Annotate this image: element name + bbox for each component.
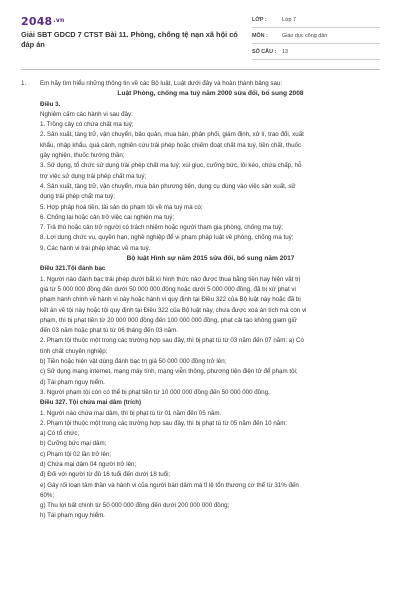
meta-label: MÔN : xyxy=(252,32,268,39)
meta-table xyxy=(252,12,380,60)
logo-suffix: .vn xyxy=(53,17,65,24)
text-line: đ) Đối với người từ đủ 16 tuổi đến dưới 18 tuổi; xyxy=(40,471,171,479)
header-divider xyxy=(21,69,380,70)
text-line: dụng trái phép chất ma tuý; xyxy=(40,193,115,201)
text-line: tính chất chuyên nghiệp; xyxy=(40,347,108,355)
logo-text: 2048 xyxy=(21,15,53,28)
question-number: 1. xyxy=(21,80,27,87)
text-line: khẩu, nhập khẩu, quá cảnh, nghiên cứu trái phép hoặc chiếm đoạt chất ma tuý, tiền chất, thuốc xyxy=(40,141,302,149)
text-line: 9. Các hành vi trái phép khác về ma tuý. xyxy=(40,244,151,252)
meta-label: SỐ CÂU : xyxy=(252,48,277,55)
law2-article-321: Điều 321.Tội đánh bạc xyxy=(40,265,106,273)
text-line: d) Chứa mại dâm 04 người trở lên; xyxy=(40,460,137,468)
text-line: 4. Sản xuất, tàng trữ, vận chuyển, mua bán phương tiện, dụng cụ dùng vào việc sản xuất, sử xyxy=(40,182,296,190)
text-line: d) Tái phạm nguy hiểm. xyxy=(40,378,105,386)
site-logo[interactable] xyxy=(21,15,64,28)
law2-text-321 xyxy=(40,275,381,399)
text-line: 8. Lợi dụng chức vụ, quyền hạn, nghề nghiệp để vi phạm pháp luật về phòng, chống ma tuý; xyxy=(40,234,294,242)
text-line: 60%; xyxy=(40,491,55,499)
document-title: Giải SBT GDCD 7 CTST Bài 11. Phòng, chống tệ nạn xã hội có đáp án xyxy=(21,30,238,49)
text-line: phạm hành chính về hành vi này hoặc hành vi quy định tại Điều 322 của Bộ luật này hoặc đã bị xyxy=(40,296,301,304)
text-line: 2. Sản xuất, tàng trữ, vận chuyển, bảo quản, mua bán, phân phối, giám định, xử lí, trao đổi, xuất xyxy=(40,131,304,139)
text-line: giá từ 5 000 000 đồng đến dưới 50 000 000 đồng hoặc dưới 5 000 000 đồng, đã bị xử phạt vi xyxy=(40,285,296,293)
meta-value: 13 xyxy=(282,48,288,55)
text-line: c) Sử dụng mạng internet, mạng máy tính, mạng viễn thông, phương tiện điện tử để phạm tội; xyxy=(40,368,298,376)
meta-row-count xyxy=(252,44,380,60)
meta-label: LỚP : xyxy=(252,16,267,23)
question-content xyxy=(21,79,381,522)
text-line: 1. Người nào chứa mại dâm, thì bị phạt tù từ 01 năm đến 05 năm. xyxy=(40,409,222,417)
law1-article: Điều 3. xyxy=(40,100,61,108)
law2-title: Bộ luật Hình sự năm 2015 sửa đổi, bổ sung năm 2017 xyxy=(126,255,295,263)
text-line: 3. Người phạm tội còn có thể bị phạt tiền từ 10 000 000 đồng đến 50 000 000 đồng. xyxy=(40,388,270,396)
meta-value: Giáo dục công dân xyxy=(282,32,328,39)
text-line: kết án về tội này hoặc tội quy định tại Điều 322 của Bộ luật này, chưa được xoá án tích mà còn vi xyxy=(40,306,307,314)
text-line: b) Tiền hoặc hiện vật dùng đánh bạc trị giá 50 000 000 đồng trở lên; xyxy=(40,358,227,366)
question-intro: Em hãy tìm hiểu những thông tin về các Bộ luật, Luật dưới đây và hoàn thành bảng sau: xyxy=(40,80,283,87)
text-line: 3. Sử dụng, tổ chức sử dụng trái phép chất ma tuý; xúi giục, cưỡng bức, lôi kéo, chứa chấp, hỗ xyxy=(40,162,302,170)
law1-text xyxy=(40,110,381,254)
text-line: phạm, thì bị phạt tiền từ 20 000 000 đồng đến 100 000 000 đồng, phạt cải tạo không giam giữ xyxy=(40,316,298,324)
text-line: 7. Trả thù hoặc cản trở người có trách nhiệm hoặc người tham gia phòng, chống ma tuý; xyxy=(40,224,283,232)
text-line: 6. Chống lại hoặc cản trở việc cai nghiện ma tuý; xyxy=(40,213,175,221)
law2-article-327: Điều 327. Tội chứa mại dâm (trích) xyxy=(40,399,142,407)
text-line: b) Cưỡng bức mại dâm; xyxy=(40,440,107,448)
text-line: Nghiêm cấm các hành vi sau đây: xyxy=(40,110,133,118)
page-header xyxy=(0,0,400,62)
question-body xyxy=(40,79,381,522)
meta-row-class xyxy=(252,12,380,28)
text-line: đến 03 năm hoặc phạt tù từ 06 tháng đến 03 năm. xyxy=(40,327,178,335)
meta-row-subject xyxy=(252,28,380,44)
text-line: 5. Hợp pháp hoá tiền, tài sản do phạm tội về ma tuý mà có; xyxy=(40,203,203,211)
text-line: a) Có tổ chức; xyxy=(40,430,80,438)
law2-text-327 xyxy=(40,409,381,522)
meta-value: Lớp 7 xyxy=(282,16,297,23)
text-line: trợ việc sử dụng trái phép chất ma tuý; xyxy=(40,172,147,180)
text-line: e) Gây rối loạn tâm thần và hành vi của người bán dâm mà tỉ lệ tổn thương cơ thể từ 31% đến xyxy=(40,481,299,489)
text-line: 2. Phạm tội thuộc một trong các trường hợp sau đây, thì bị phạt tù từ 03 năm đến 07 năm: a) Có xyxy=(40,337,304,345)
text-line: h) Tái phạm nguy hiểm. xyxy=(40,512,105,520)
text-line: 1. Trồng cây có chứa chất ma tuý; xyxy=(40,121,134,129)
law1-title: Luật Phòng, chống ma tuý năm 2000 sửa đổi, bổ sung 2008 xyxy=(117,90,304,98)
text-line: g) Thu lợi bất chính từ 50 000 000 đồng đến dưới 200 000 000 đồng; xyxy=(40,502,230,510)
text-line: c) Phạm tội 02 lần trở lên; xyxy=(40,450,112,458)
text-line: gây nghiện, thuốc hướng thần; xyxy=(40,152,125,160)
text-line: 1. Người nào đánh bạc trái phép dưới bất kì hình thức nào được thua bằng tiền hay hiện vật trị xyxy=(40,275,301,283)
text-line: 2. Phạm tội thuộc một trong các trường hợp sau đây, thì bị phạt tù từ 05 năm đến 10 năm: xyxy=(40,419,288,427)
